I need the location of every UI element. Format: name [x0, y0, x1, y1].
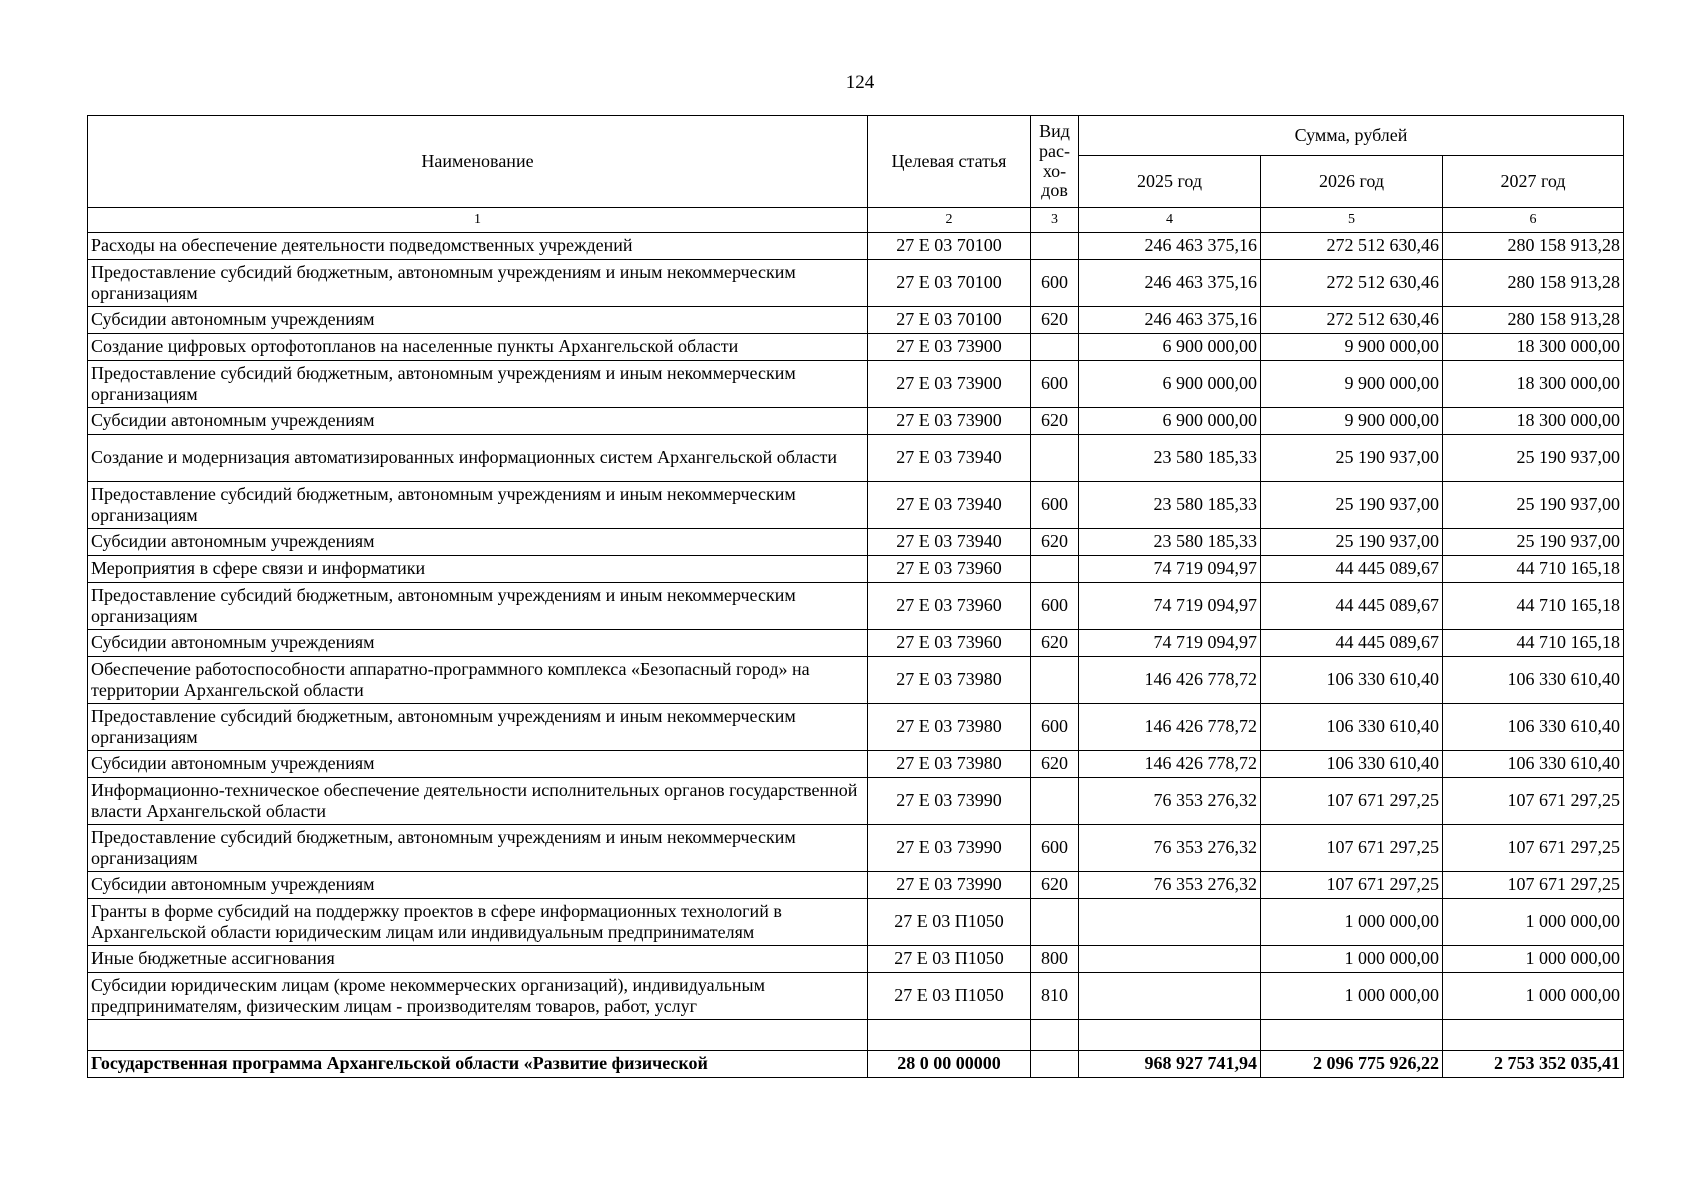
column-number: 3	[1031, 208, 1079, 233]
row-name: Информационно-техническое обеспечение деятельности исполнительных органов государственной власти Архангельской области	[88, 778, 868, 825]
row-sum-2025: 6 900 000,00	[1079, 408, 1261, 435]
row-name: Предоставление субсидий бюджетным, автономным учреждениям и иным некоммерческим организациям	[88, 260, 868, 307]
table-row	[88, 899, 1624, 946]
row-sum-2027: 107 671 297,25	[1443, 872, 1624, 899]
row-sum-2025: 146 426 778,72	[1079, 704, 1261, 751]
row-sum-2026: 44 445 089,67	[1261, 630, 1443, 657]
row-expense-type: 600	[1031, 825, 1079, 872]
row-sum-2027: 106 330 610,40	[1443, 751, 1624, 778]
header-expense-type: Вид рас-хо-дов	[1031, 116, 1079, 208]
row-sum-2025: 76 353 276,32	[1079, 778, 1261, 825]
row-sum-2026: 106 330 610,40	[1261, 704, 1443, 751]
row-sum-2027: 1 000 000,00	[1443, 946, 1624, 973]
row-target-article: 27 Е 03 П1050	[868, 973, 1031, 1020]
table-row	[88, 704, 1624, 751]
row-sum-2026: 2 096 775 926,22	[1261, 1051, 1443, 1078]
row-sum-2027: 25 190 937,00	[1443, 529, 1624, 556]
row-sum-2027: 25 190 937,00	[1443, 435, 1624, 482]
table-row	[88, 307, 1624, 334]
row-name: Государственная программа Архангельской области «Развитие физической	[88, 1051, 868, 1078]
row-name: Иные бюджетные ассигнования	[88, 946, 868, 973]
row-target-article: 27 Е 03 73980	[868, 704, 1031, 751]
row-sum-2026: 44 445 089,67	[1261, 556, 1443, 583]
row-expense-type	[1031, 1051, 1079, 1078]
row-target-article: 27 Е 03 73940	[868, 529, 1031, 556]
row-name: Предоставление субсидий бюджетным, автономным учреждениям и иным некоммерческим организациям	[88, 482, 868, 529]
row-target-article: 27 Е 03 70100	[868, 233, 1031, 260]
row-sum-2027: 107 671 297,25	[1443, 825, 1624, 872]
header-name: Наименование	[88, 116, 868, 208]
row-expense-type: 620	[1031, 307, 1079, 334]
row-expense-type	[1031, 899, 1079, 946]
header-year-2026: 2026 год	[1261, 156, 1443, 208]
table-row	[88, 334, 1624, 361]
row-target-article: 27 Е 03 73900	[868, 408, 1031, 435]
row-sum-2027: 280 158 913,28	[1443, 233, 1624, 260]
row-sum-2025	[1079, 973, 1261, 1020]
row-sum-2025: 74 719 094,97	[1079, 556, 1261, 583]
row-sum-2026	[1261, 1020, 1443, 1051]
row-name: Субсидии юридическим лицам (кроме некоммерческих организаций), индивидуальным предпринимателям, физическим лицам - производителям товаров, работ, услуг	[88, 973, 868, 1020]
row-target-article: 27 Е 03 П1050	[868, 899, 1031, 946]
row-sum-2027: 44 710 165,18	[1443, 630, 1624, 657]
row-target-article: 27 Е 03 73990	[868, 872, 1031, 899]
table-row	[88, 233, 1624, 260]
row-name	[88, 1020, 868, 1051]
row-target-article: 27 Е 03 П1050	[868, 946, 1031, 973]
row-name: Предоставление субсидий бюджетным, автономным учреждениям и иным некоммерческим организациям	[88, 704, 868, 751]
row-sum-2027: 106 330 610,40	[1443, 704, 1624, 751]
row-name: Субсидии автономным учреждениям	[88, 529, 868, 556]
row-expense-type: 600	[1031, 482, 1079, 529]
row-name: Субсидии автономным учреждениям	[88, 751, 868, 778]
table-row	[88, 529, 1624, 556]
row-sum-2025	[1079, 1020, 1261, 1051]
row-expense-type: 600	[1031, 704, 1079, 751]
table-row	[88, 361, 1624, 408]
row-expense-type: 800	[1031, 946, 1079, 973]
row-expense-type: 600	[1031, 583, 1079, 630]
row-expense-type	[1031, 435, 1079, 482]
row-expense-type: 810	[1031, 973, 1079, 1020]
table-row	[88, 583, 1624, 630]
row-target-article: 27 Е 03 73940	[868, 482, 1031, 529]
table-row	[88, 946, 1624, 973]
row-sum-2027: 18 300 000,00	[1443, 334, 1624, 361]
row-expense-type	[1031, 1020, 1079, 1051]
row-name: Субсидии автономным учреждениям	[88, 408, 868, 435]
header-year-2027: 2027 год	[1443, 156, 1624, 208]
row-sum-2026: 9 900 000,00	[1261, 361, 1443, 408]
table-row	[88, 482, 1624, 529]
table-row	[88, 260, 1624, 307]
row-expense-type: 620	[1031, 529, 1079, 556]
table-row	[88, 408, 1624, 435]
row-sum-2026: 107 671 297,25	[1261, 872, 1443, 899]
row-sum-2026: 25 190 937,00	[1261, 529, 1443, 556]
row-sum-2026: 106 330 610,40	[1261, 657, 1443, 704]
row-expense-type	[1031, 233, 1079, 260]
row-sum-2026: 44 445 089,67	[1261, 583, 1443, 630]
row-expense-type	[1031, 657, 1079, 704]
table-body	[88, 233, 1624, 1078]
row-sum-2025: 146 426 778,72	[1079, 657, 1261, 704]
row-sum-2025: 6 900 000,00	[1079, 334, 1261, 361]
row-sum-2026: 1 000 000,00	[1261, 899, 1443, 946]
row-sum-2027: 18 300 000,00	[1443, 361, 1624, 408]
row-target-article: 27 Е 03 73990	[868, 825, 1031, 872]
table-row	[88, 556, 1624, 583]
row-target-article: 27 Е 03 73990	[868, 778, 1031, 825]
row-sum-2027: 280 158 913,28	[1443, 260, 1624, 307]
row-target-article: 27 Е 03 73960	[868, 630, 1031, 657]
row-target-article: 27 Е 03 73900	[868, 334, 1031, 361]
column-number: 5	[1261, 208, 1443, 233]
row-sum-2025: 968 927 741,94	[1079, 1051, 1261, 1078]
row-target-article: 27 Е 03 73900	[868, 361, 1031, 408]
table-row	[88, 1020, 1624, 1051]
row-sum-2026: 107 671 297,25	[1261, 825, 1443, 872]
row-name: Предоставление субсидий бюджетным, автономным учреждениям и иным некоммерческим организациям	[88, 583, 868, 630]
page-number: 124	[845, 72, 875, 93]
row-sum-2027: 25 190 937,00	[1443, 482, 1624, 529]
row-sum-2027: 280 158 913,28	[1443, 307, 1624, 334]
row-sum-2027: 44 710 165,18	[1443, 583, 1624, 630]
row-target-article: 28 0 00 00000	[868, 1051, 1031, 1078]
row-expense-type: 600	[1031, 260, 1079, 307]
row-sum-2025: 74 719 094,97	[1079, 583, 1261, 630]
row-sum-2026: 107 671 297,25	[1261, 778, 1443, 825]
row-sum-2025: 74 719 094,97	[1079, 630, 1261, 657]
row-sum-2025	[1079, 899, 1261, 946]
row-sum-2027: 107 671 297,25	[1443, 778, 1624, 825]
budget-table	[87, 115, 1624, 1078]
row-name: Субсидии автономным учреждениям	[88, 872, 868, 899]
row-sum-2025: 76 353 276,32	[1079, 872, 1261, 899]
column-number-row	[88, 208, 1624, 233]
row-sum-2025: 23 580 185,33	[1079, 482, 1261, 529]
row-target-article: 27 Е 03 70100	[868, 260, 1031, 307]
column-number: 2	[868, 208, 1031, 233]
row-sum-2025: 146 426 778,72	[1079, 751, 1261, 778]
row-sum-2026: 25 190 937,00	[1261, 435, 1443, 482]
row-sum-2026: 25 190 937,00	[1261, 482, 1443, 529]
table-row	[88, 825, 1624, 872]
row-target-article	[868, 1020, 1031, 1051]
row-name: Субсидии автономным учреждениям	[88, 630, 868, 657]
column-number: 4	[1079, 208, 1261, 233]
row-sum-2025: 246 463 375,16	[1079, 307, 1261, 334]
row-sum-2027: 1 000 000,00	[1443, 973, 1624, 1020]
column-number: 6	[1443, 208, 1624, 233]
row-sum-2027: 18 300 000,00	[1443, 408, 1624, 435]
row-sum-2025: 246 463 375,16	[1079, 260, 1261, 307]
row-expense-type	[1031, 334, 1079, 361]
column-number: 1	[88, 208, 868, 233]
row-sum-2026: 106 330 610,40	[1261, 751, 1443, 778]
row-expense-type: 620	[1031, 630, 1079, 657]
table-row	[88, 973, 1624, 1020]
row-sum-2025: 76 353 276,32	[1079, 825, 1261, 872]
table-row	[88, 751, 1624, 778]
table-row	[88, 1051, 1624, 1078]
row-target-article: 27 Е 03 73960	[868, 583, 1031, 630]
row-target-article: 27 Е 03 73940	[868, 435, 1031, 482]
row-name: Предоставление субсидий бюджетным, автономным учреждениям и иным некоммерческим организациям	[88, 825, 868, 872]
row-sum-2026: 1 000 000,00	[1261, 946, 1443, 973]
row-target-article: 27 Е 03 70100	[868, 307, 1031, 334]
row-expense-type: 620	[1031, 408, 1079, 435]
row-sum-2025: 6 900 000,00	[1079, 361, 1261, 408]
row-sum-2026: 9 900 000,00	[1261, 408, 1443, 435]
row-sum-2027: 2 753 352 035,41	[1443, 1051, 1624, 1078]
row-expense-type	[1031, 778, 1079, 825]
row-sum-2025: 23 580 185,33	[1079, 529, 1261, 556]
row-sum-2025: 23 580 185,33	[1079, 435, 1261, 482]
row-name: Субсидии автономным учреждениям	[88, 307, 868, 334]
row-name: Создание и модернизация автоматизированных информационных систем Архангельской области	[88, 435, 868, 482]
table-row	[88, 778, 1624, 825]
row-sum-2025	[1079, 946, 1261, 973]
row-expense-type: 600	[1031, 361, 1079, 408]
table-row	[88, 657, 1624, 704]
row-expense-type: 620	[1031, 872, 1079, 899]
row-name: Предоставление субсидий бюджетным, автономным учреждениям и иным некоммерческим организациям	[88, 361, 868, 408]
row-sum-2026: 272 512 630,46	[1261, 260, 1443, 307]
row-sum-2027: 1 000 000,00	[1443, 899, 1624, 946]
header-sum: Сумма, рублей	[1079, 116, 1624, 156]
row-name: Расходы на обеспечение деятельности подведомственных учреждений	[88, 233, 868, 260]
row-name: Гранты в форме субсидий на поддержку проектов в сфере информационных технологий в Архангельской области юридическим лицам или индивидуальным предпринимателям	[88, 899, 868, 946]
table-row	[88, 435, 1624, 482]
row-name: Обеспечение работоспособности аппаратно-программного комплекса «Безопасный город» на территории Архангельской области	[88, 657, 868, 704]
header-year-2025: 2025 год	[1079, 156, 1261, 208]
row-sum-2027: 44 710 165,18	[1443, 556, 1624, 583]
header-target-article: Целевая статья	[868, 116, 1031, 208]
table-row	[88, 872, 1624, 899]
row-name: Создание цифровых ортофотопланов на населенные пункты Архангельской области	[88, 334, 868, 361]
row-sum-2027	[1443, 1020, 1624, 1051]
row-sum-2026: 272 512 630,46	[1261, 307, 1443, 334]
row-name: Мероприятия в сфере связи и информатики	[88, 556, 868, 583]
row-target-article: 27 Е 03 73960	[868, 556, 1031, 583]
row-expense-type: 620	[1031, 751, 1079, 778]
row-target-article: 27 Е 03 73980	[868, 751, 1031, 778]
row-sum-2025: 246 463 375,16	[1079, 233, 1261, 260]
row-target-article: 27 Е 03 73980	[868, 657, 1031, 704]
row-expense-type	[1031, 556, 1079, 583]
row-sum-2027: 106 330 610,40	[1443, 657, 1624, 704]
row-sum-2026: 9 900 000,00	[1261, 334, 1443, 361]
table-row	[88, 630, 1624, 657]
row-sum-2026: 272 512 630,46	[1261, 233, 1443, 260]
row-sum-2026: 1 000 000,00	[1261, 973, 1443, 1020]
